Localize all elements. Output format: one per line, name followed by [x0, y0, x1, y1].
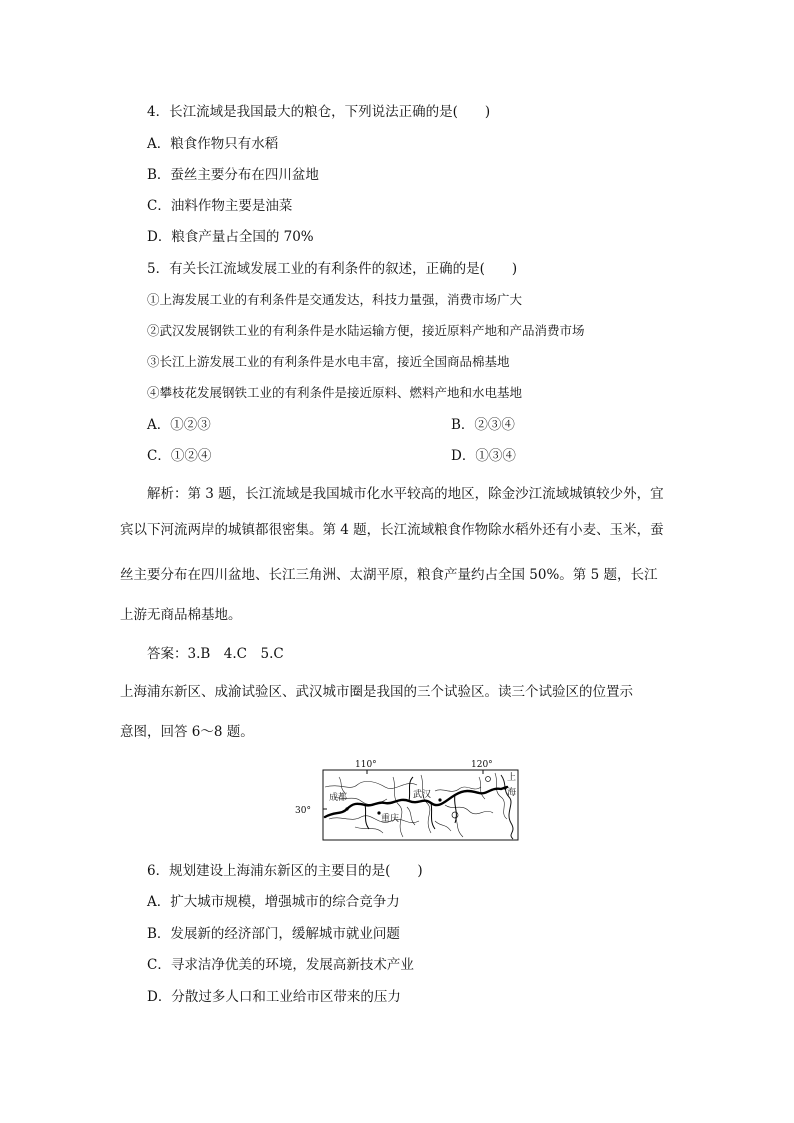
shanghai-label-top: 上	[507, 773, 517, 783]
intro-line-1: 上海浦东新区、成渝试验区、武汉城市圈是我国的三个试验区。读三个试验区的位置示	[120, 684, 633, 700]
q5-option-c: C．①②④	[147, 448, 212, 464]
q4-stem: 4．长江流域是我国最大的粮仓，下列说法正确的是( )	[147, 104, 491, 120]
q5-stem: 5．有关长江流域发展工业的有利条件的叙述，正确的是( )	[147, 261, 518, 277]
shanghai-label-bottom: 海	[507, 788, 517, 798]
map-lat-30-label: 30°	[295, 806, 311, 816]
q5-statement-3: ③长江上游发展工业的有利条件是水电丰富，接近全国商品棉基地	[147, 354, 510, 369]
q5-statement-1: ①上海发展工业的有利条件是交通发达，科技力量强，消费市场广大	[147, 292, 523, 307]
map-lon-110-label: 110°	[355, 760, 377, 770]
chengdu-label: 成都	[329, 793, 348, 803]
q5-statement-2: ②武汉发展钢铁工业的有利条件是水陆运输方便，接近原料产地和产品消费市场	[147, 323, 585, 338]
analysis-line-1: 解析：第 3 题，长江流域是我国城市化水平较高的地区，除金沙江流域城镇较少外，宜	[147, 486, 664, 502]
intro-line-2: 意图，回答 6～8 题。	[120, 724, 254, 740]
chengdu-marker	[345, 807, 348, 810]
q5-option-a: A．①②③	[147, 417, 211, 433]
q6-option-c: C．寻求洁净优美的环境，发展高新技术产业	[147, 957, 414, 973]
pilot-zones-map	[295, 757, 525, 842]
analysis-line-4: 上游无商品棉基地。	[120, 607, 242, 623]
q4-option-d: D．粮食产量占全国的 70%	[147, 229, 314, 245]
answer-line: 答案：3.B 4.C 5.C	[147, 646, 284, 662]
q4-option-b: B．蚕丝主要分布在四川盆地	[147, 167, 319, 183]
q6-option-d: D．分散过多人口和工业给市区带来的压力	[147, 989, 401, 1005]
q5-statement-4: ④攀枝花发展钢铁工业的有利条件是接近原料、燃料产地和水电基地	[147, 385, 523, 400]
q6-option-a: A．扩大城市规模，增强城市的综合竞争力	[147, 894, 400, 910]
q5-option-d: D．①③④	[451, 448, 516, 464]
chongqing-label: 重庆	[381, 814, 400, 824]
wuhan-label: 武汉	[413, 790, 432, 800]
q4-option-c: C．油料作物主要是油菜	[147, 198, 293, 214]
q6-stem: 6．规划建设上海浦东新区的主要目的是( )	[147, 863, 423, 879]
wuhan-marker	[438, 798, 441, 801]
map-lon-120-label: 120°	[471, 760, 493, 770]
analysis-line-3: 丝主要分布在四川盆地、长江三角洲、太湖平原，粮食产量约占全国 50%。第 5 题，长江	[120, 567, 658, 583]
q4-option-a: A．粮食作物只有水稻	[147, 136, 279, 152]
q6-option-b: B．发展新的经济部门，缓解城市就业问题	[147, 926, 400, 942]
analysis-line-2: 宾以下河流两岸的城镇都很密集。第 4 题，长江流域粮食作物除水稻外还有小麦、玉米，蚕	[120, 522, 664, 538]
q5-option-b: B．②③④	[451, 417, 515, 433]
